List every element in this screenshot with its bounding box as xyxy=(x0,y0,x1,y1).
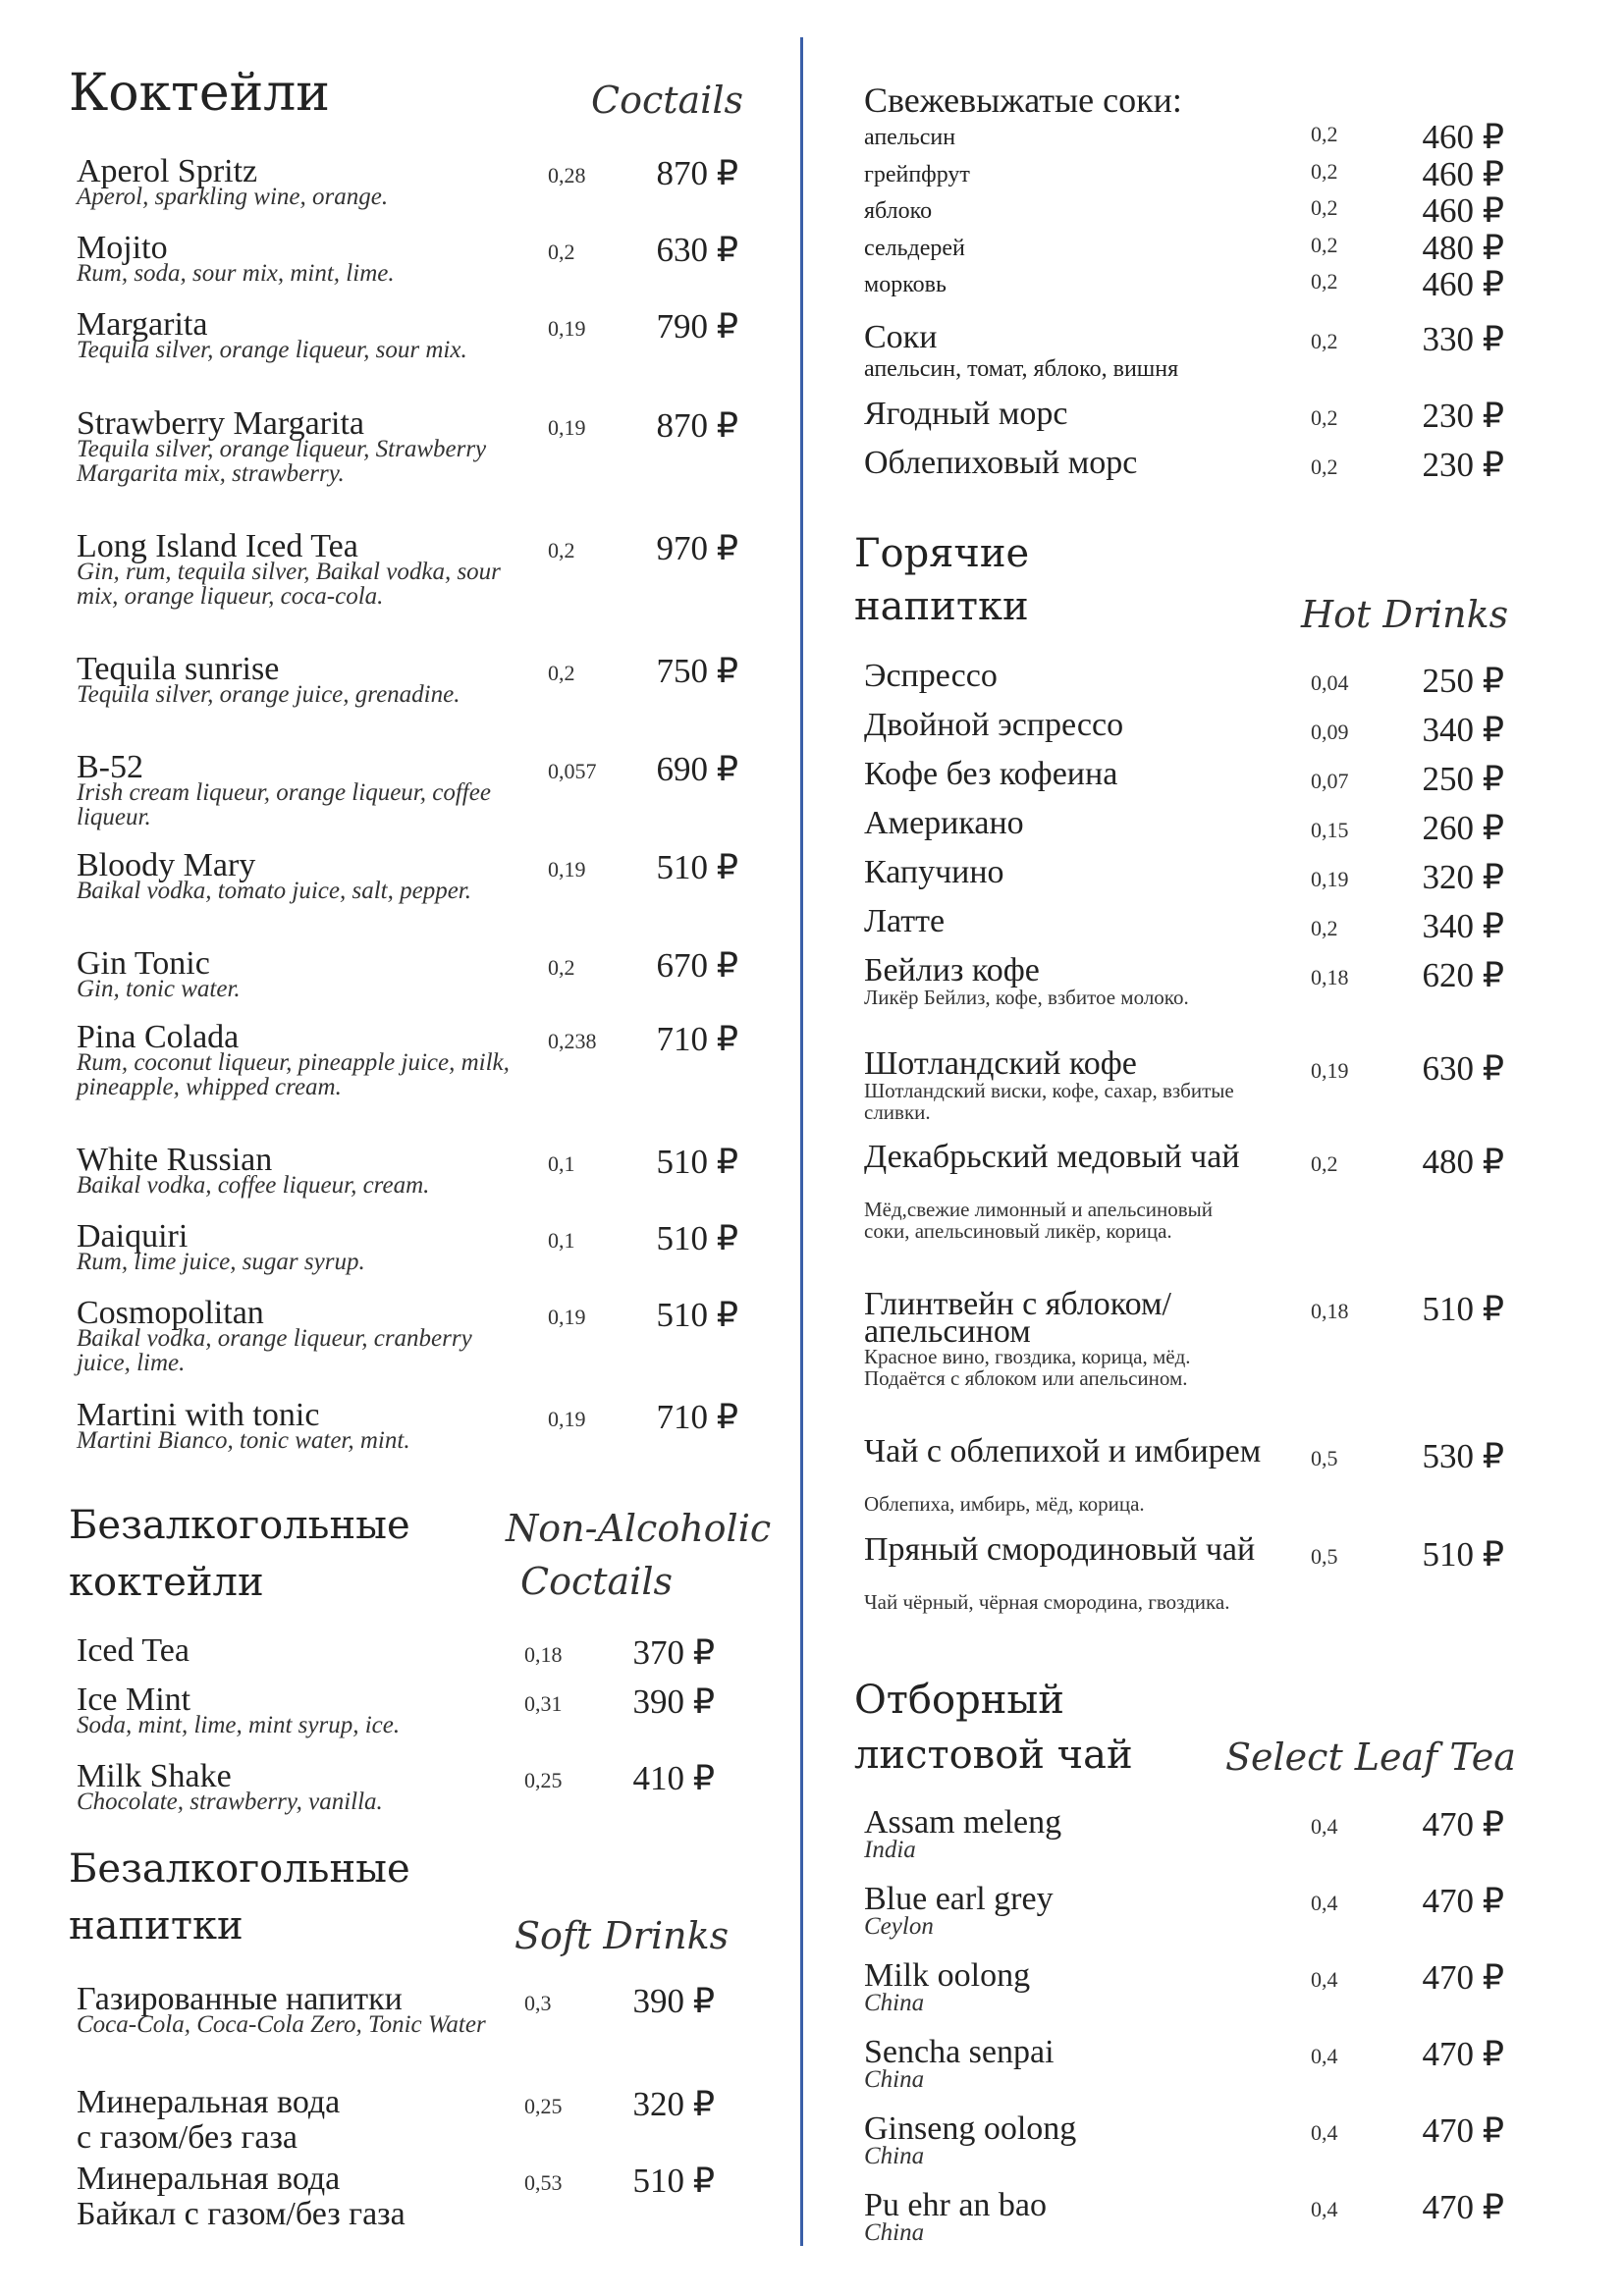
fresh-juice-name: сельдерей xyxy=(864,235,965,261)
soft-drinks-title-line2: напитки xyxy=(69,1903,244,1949)
menu-item-price: 460 ₽ xyxy=(1422,118,1504,156)
menu-item-description: Baikal vodka, orange liqueur, cranberry juice, lime. xyxy=(77,1325,472,1376)
menu-item-name: Cosmopolitan xyxy=(77,1295,264,1331)
menu-item-price: 470 ₽ xyxy=(1422,1882,1504,1920)
menu-item-price: 750 ₽ xyxy=(656,652,738,690)
menu-item-price: 230 ₽ xyxy=(1422,397,1504,435)
menu-item-name: Bloody Mary xyxy=(77,847,256,883)
menu-item-name: White Russian xyxy=(77,1142,273,1178)
leaf-tea-title-line2: листовой чай xyxy=(854,1733,1133,1778)
menu-item-name: Соки xyxy=(864,319,938,355)
cocktails-title-en: Coctails xyxy=(591,79,743,122)
menu-item-price: 460 ₽ xyxy=(1422,154,1504,193)
menu-item-price: 460 ₽ xyxy=(1422,265,1504,303)
menu-item-volume: 0,2 xyxy=(1311,122,1338,146)
menu-item-price: 790 ₽ xyxy=(656,307,738,346)
menu-item-volume: 0,2 xyxy=(1311,232,1338,257)
menu-item-price: 530 ₽ xyxy=(1422,1437,1504,1475)
menu-item-price: 340 ₽ xyxy=(1422,711,1504,749)
menu-item-description: Tequila silver, orange liqueur, Strawberry Margarita mix, strawberry. xyxy=(77,436,487,487)
menu-item-price: 670 ₽ xyxy=(656,946,738,985)
menu-item-price: 510 ₽ xyxy=(632,2162,715,2200)
menu-item-name: Двойной эспрессо xyxy=(864,707,1124,743)
menu-item-volume: 0,057 xyxy=(548,759,597,783)
menu-item-volume: 0,19 xyxy=(548,316,586,341)
menu-item-origin: China xyxy=(864,2143,925,2169)
menu-item-name: Глинтвейн с яблоком/ апельсином xyxy=(864,1286,1171,1350)
menu-item-price: 250 ₽ xyxy=(1422,760,1504,798)
menu-item-origin: China xyxy=(864,2219,925,2246)
menu-item-description: Aperol, sparkling wine, orange. xyxy=(77,184,389,210)
menu-item-description: Ликёр Бейлиз, кофе, взбитое молоко. xyxy=(864,986,1189,1009)
menu-item-name: Aperol Spritz xyxy=(77,153,258,189)
menu-item-price: 330 ₽ xyxy=(1422,320,1504,358)
menu-item-name: Daiquiri xyxy=(77,1218,189,1255)
menu-item-volume: 0,09 xyxy=(1311,720,1349,744)
fresh-juice-name: морковь xyxy=(864,272,947,297)
menu-item-volume: 0,4 xyxy=(1311,2044,1338,2068)
menu-item-name: Ice Mint xyxy=(77,1682,191,1718)
menu-item-volume: 0,2 xyxy=(548,661,575,685)
menu-item-price: 340 ₽ xyxy=(1422,907,1504,945)
menu-item-name: Газированные напитки xyxy=(77,1981,403,2017)
menu-item-description: апельсин, томат, яблоко, вишня xyxy=(864,356,1179,382)
menu-item-name: Milk Shake xyxy=(77,1758,232,1794)
menu-item-price: 480 ₽ xyxy=(1422,1143,1504,1181)
menu-item-volume: 0,04 xyxy=(1311,670,1349,695)
menu-item-name: Blue earl grey xyxy=(864,1881,1054,1917)
menu-item-origin: Ceylon xyxy=(864,1913,934,1940)
menu-item-volume: 0,2 xyxy=(1311,158,1338,184)
menu-item-description: Irish cream liqueur, orange liqueur, coffee liqueur. xyxy=(77,779,491,830)
menu-item-name: Декабрьский медовый чай xyxy=(864,1139,1240,1175)
soft-drinks-title-en: Soft Drinks xyxy=(514,1914,730,1957)
leaf-tea-title-line1: Отборный xyxy=(854,1678,1064,1723)
menu-item-volume: 0,18 xyxy=(1311,965,1349,989)
menu-item-volume: 0,4 xyxy=(1311,2120,1338,2145)
menu-item-volume: 0,4 xyxy=(1311,1891,1338,1915)
menu-item-price: 370 ₽ xyxy=(632,1633,715,1672)
hot-drinks-title-line1: Горячие xyxy=(854,531,1030,576)
menu-item-volume: 0,2 xyxy=(548,538,575,562)
menu-item-volume: 0,18 xyxy=(524,1642,563,1667)
menu-item-name: Strawberry Margarita xyxy=(77,405,364,442)
menu-item-name: Американо xyxy=(864,805,1024,841)
menu-item-volume: 0,19 xyxy=(548,1305,586,1329)
menu-item-name: Long Island Iced Tea xyxy=(77,528,358,564)
menu-item-price: 250 ₽ xyxy=(1422,662,1504,700)
menu-item-description: Чай чёрный, чёрная смородина, гвоздика. xyxy=(864,1590,1230,1614)
menu-item-price: 470 ₽ xyxy=(1422,2035,1504,2073)
cocktails-title: Коктейли xyxy=(69,64,330,123)
menu-item-price: 970 ₽ xyxy=(656,529,738,567)
menu-item-name: Минеральная вода xyxy=(77,2084,341,2120)
menu-item-description: Gin, tonic water. xyxy=(77,976,241,1002)
menu-item-volume: 0,4 xyxy=(1311,1967,1338,1992)
menu-item-name: Бейлиз кофе xyxy=(864,952,1040,988)
menu-item-volume: 0,4 xyxy=(1311,1814,1338,1839)
menu-item-volume: 0,3 xyxy=(524,1991,552,2015)
fresh-juices-title: Свежевыжатые соки: xyxy=(864,80,1182,120)
fresh-juice-name: апельсин xyxy=(864,125,956,150)
menu-item-volume: 0,5 xyxy=(1311,1446,1338,1470)
menu-item-name: Капучино xyxy=(864,854,1004,890)
menu-item-description: Coca-Cola, Coca-Cola Zero, Tonic Water xyxy=(77,2011,486,2038)
hot-drinks-title-en: Hot Drinks xyxy=(1301,593,1509,636)
menu-item-volume: 0,2 xyxy=(1311,916,1338,940)
menu-item-price: 710 ₽ xyxy=(656,1020,738,1058)
menu-item-price: 410 ₽ xyxy=(632,1759,715,1797)
menu-item-volume: 0,25 xyxy=(524,1768,563,1792)
menu-item-price: 460 ₽ xyxy=(1422,191,1504,230)
menu-item-origin: China xyxy=(864,1990,925,2016)
menu-item-volume: 0,53 xyxy=(524,2170,563,2195)
menu-item-name: Tequila sunrise xyxy=(77,651,280,687)
menu-item-name: Mojito xyxy=(77,230,168,266)
menu-item-price: 260 ₽ xyxy=(1422,809,1504,847)
menu-item-name: B-52 xyxy=(77,749,143,785)
menu-item-name: Iced Tea xyxy=(77,1632,189,1669)
menu-item-price: 390 ₽ xyxy=(632,1982,715,2020)
menu-item-name: Облепиховый морс xyxy=(864,445,1138,481)
menu-item-volume: 0,19 xyxy=(548,415,586,440)
hot-drinks-title-line2: напитки xyxy=(854,584,1029,629)
menu-item-volume: 0,19 xyxy=(548,1407,586,1431)
non-alcoholic-title-line2: коктейли xyxy=(69,1560,264,1605)
menu-item-volume: 0,15 xyxy=(1311,818,1349,842)
menu-item-volume: 0,19 xyxy=(548,857,586,881)
menu-item-volume: 0,28 xyxy=(548,163,586,187)
menu-item-name: Pina Colada xyxy=(77,1019,240,1055)
menu-item-price: 510 ₽ xyxy=(656,1143,738,1181)
menu-item-name: Шотландский кофе xyxy=(864,1045,1137,1082)
menu-item-description: Tequila silver, orange liqueur, sour mix. xyxy=(77,337,467,363)
menu-item-name: Margarita xyxy=(77,306,208,343)
menu-item-name: Ginseng oolong xyxy=(864,2110,1077,2147)
menu-item-price: 510 ₽ xyxy=(1422,1535,1504,1574)
menu-item-origin: India xyxy=(864,1837,916,1863)
menu-item-volume: 0,2 xyxy=(1311,1151,1338,1176)
menu-item-volume: 0,18 xyxy=(1311,1299,1349,1323)
menu-item-name: Чай с облепихой и имбирем xyxy=(864,1433,1262,1469)
menu-item-price: 390 ₽ xyxy=(632,1682,715,1721)
column-divider xyxy=(800,37,803,2246)
menu-item-name-line2: с газом/без газа xyxy=(77,2119,298,2156)
menu-item-description: Rum, coconut liqueur, pineapple juice, milk, pineapple, whipped cream. xyxy=(77,1049,510,1100)
menu-item-volume: 0,25 xyxy=(524,2094,563,2118)
menu-item-volume: 0,5 xyxy=(1311,1544,1338,1569)
menu-item-price: 510 ₽ xyxy=(656,1219,738,1257)
menu-item-name: Assam meleng xyxy=(864,1804,1062,1841)
menu-item-volume: 0,238 xyxy=(548,1029,597,1053)
menu-item-price: 230 ₽ xyxy=(1422,446,1504,484)
menu-item-description: Chocolate, strawberry, vanilla. xyxy=(77,1789,383,1815)
menu-item-description: Rum, soda, sour mix, mint, lime. xyxy=(77,260,395,287)
soft-drinks-title-line1: Безалкогольные xyxy=(69,1846,410,1892)
menu-item-name-line2: Байкал с газом/без газа xyxy=(77,2196,406,2232)
fresh-juice-name: яблоко xyxy=(864,198,933,224)
menu-item-name: Gin Tonic xyxy=(77,945,210,982)
menu-item-origin: China xyxy=(864,2066,925,2093)
menu-item-volume: 0,2 xyxy=(1311,329,1338,353)
menu-item-volume: 0,07 xyxy=(1311,769,1349,793)
menu-item-price: 470 ₽ xyxy=(1422,2111,1504,2150)
menu-item-price: 470 ₽ xyxy=(1422,1958,1504,1997)
menu-item-price: 870 ₽ xyxy=(656,154,738,192)
menu-item-price: 620 ₽ xyxy=(1422,956,1504,994)
menu-item-description: Baikal vodka, tomato juice, salt, pepper. xyxy=(77,878,472,904)
menu-item-volume: 0,2 xyxy=(1311,195,1338,220)
menu-item-price: 480 ₽ xyxy=(1422,228,1504,267)
menu-item-price: 690 ₽ xyxy=(656,750,738,788)
menu-item-description: Облепиха, имбирь, мёд, корица. xyxy=(864,1492,1145,1516)
menu-item-price: 470 ₽ xyxy=(1422,2188,1504,2226)
menu-item-description: Красное вино, гвоздика, корица, мёд. Подаётся с яблоком или апельсином. xyxy=(864,1345,1191,1390)
non-alcoholic-title-line1: Безалкогольные xyxy=(69,1503,410,1548)
menu-item-name: Эспрессо xyxy=(864,658,998,694)
menu-item-price: 510 ₽ xyxy=(656,848,738,886)
non-alcoholic-title-en-line2: Coctails xyxy=(520,1560,673,1603)
menu-item-price: 710 ₽ xyxy=(656,1398,738,1436)
menu-item-name: Латте xyxy=(864,903,946,939)
menu-item-name: Sencha senpai xyxy=(864,2034,1055,2070)
fresh-juice-name: грейпфрут xyxy=(864,161,970,187)
menu-item-volume: 0,1 xyxy=(548,1228,575,1253)
menu-item-name: Martini with tonic xyxy=(77,1397,320,1433)
menu-item-name: Milk oolong xyxy=(864,1957,1031,1994)
menu-item-description: Шотландский виски, кофе, сахар, взбитые сливки. xyxy=(864,1079,1234,1124)
menu-item-volume: 0,2 xyxy=(1311,405,1338,430)
menu-item-price: 320 ₽ xyxy=(632,2085,715,2123)
menu-item-volume: 0,19 xyxy=(1311,1058,1349,1083)
menu-item-volume: 0,2 xyxy=(1311,269,1338,294)
menu-item-price: 320 ₽ xyxy=(1422,858,1504,896)
menu-item-price: 510 ₽ xyxy=(656,1296,738,1334)
menu-item-price: 630 ₽ xyxy=(656,231,738,269)
menu-item-name: Пряный смородиновый чай xyxy=(864,1531,1256,1568)
menu-item-volume: 0,2 xyxy=(548,955,575,980)
menu-item-volume: 0,31 xyxy=(524,1691,563,1716)
menu-item-volume: 0,1 xyxy=(548,1151,575,1176)
menu-item-volume: 0,2 xyxy=(1311,454,1338,479)
leaf-tea-title-en: Select Leaf Tea xyxy=(1225,1735,1516,1779)
menu-item-volume: 0,4 xyxy=(1311,2197,1338,2221)
menu-item-description: Martini Bianco, tonic water, mint. xyxy=(77,1427,410,1454)
menu-item-volume: 0,19 xyxy=(1311,867,1349,891)
menu-item-volume: 0,2 xyxy=(548,240,575,264)
menu-item-description: Baikal vodka, coffee liqueur, cream. xyxy=(77,1172,430,1199)
menu-item-description: Soda, mint, lime, mint syrup, ice. xyxy=(77,1712,401,1738)
menu-item-name: Минеральная вода xyxy=(77,2161,341,2197)
menu-item-price: 630 ₽ xyxy=(1422,1049,1504,1088)
menu-item-description: Rum, lime juice, sugar syrup. xyxy=(77,1249,365,1275)
menu-item-description: Tequila silver, orange juice, grenadine. xyxy=(77,681,460,708)
menu-item-price: 470 ₽ xyxy=(1422,1805,1504,1843)
non-alcoholic-title-en-line1: Non-Alcoholic xyxy=(506,1507,772,1550)
menu-item-price: 510 ₽ xyxy=(1422,1290,1504,1328)
menu-item-name: Pu ehr an bao xyxy=(864,2187,1048,2223)
menu-item-description: Gin, rum, tequila silver, Baikal vodka, sour mix, orange liqueur, coca-cola. xyxy=(77,559,501,610)
menu-item-name: Кофе без кофеина xyxy=(864,756,1118,792)
menu-item-name: Ягодный морс xyxy=(864,396,1068,432)
menu-item-description: Мёд,свежие лимонный и апельсиновый соки, апельсиновый ликёр, корица. xyxy=(864,1198,1213,1243)
menu-item-price: 870 ₽ xyxy=(656,406,738,445)
